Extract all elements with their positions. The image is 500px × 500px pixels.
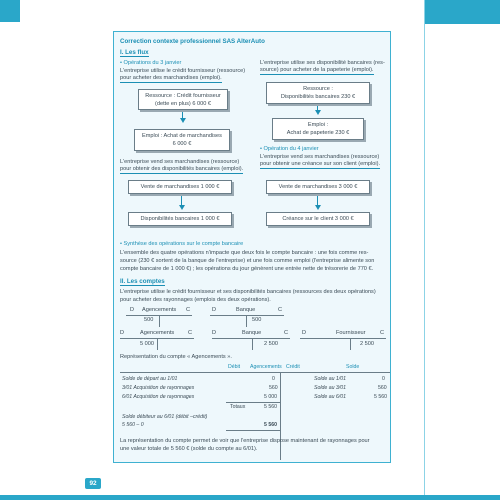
ledger-left-row3-label: 6/01 Acquisition de rayonnages: [122, 394, 195, 400]
ledger-right-row3-label: Solde au 6/01: [314, 394, 347, 400]
t4-vline: [252, 338, 253, 350]
right-box-emploi: [272, 118, 364, 140]
comptes-line2: pour acheter des rayonnages (emplois des deux opérations).: [120, 297, 271, 303]
t1-c: C: [186, 307, 191, 313]
corner-bar-top-left: [0, 0, 20, 22]
t5-name: Fournisseur: [336, 330, 366, 336]
t2-c: C: [278, 307, 283, 313]
t1-debit: 500: [144, 317, 154, 323]
ledger-total-value: 5 560: [264, 404, 277, 410]
left-p1-line2: pour acheter des marchandises (emploi).: [120, 75, 222, 81]
left-p2-line2: pour obtenir des disponibilités bancaires (emploi).: [120, 166, 244, 172]
ledger-final-line: [226, 430, 280, 431]
left-box-resource: [138, 89, 228, 110]
ledger-total-line: [226, 402, 280, 403]
ledger-left-row2-label: 3/01 Acquisition de rayonnages: [122, 385, 195, 391]
page-number: 92: [85, 478, 101, 489]
left-box-emploi: [134, 129, 230, 151]
synthese-line1: L'ensemble des quatre opérations n'impacte que deux fois le compte bancaire : une fois comme res-: [120, 250, 369, 256]
right-box-emploi-line1: Emploi :: [307, 122, 329, 128]
ledger-final-label-2: 5 560 – 0: [122, 422, 144, 428]
arrow-down-icon: [180, 118, 186, 123]
t2-d: D: [212, 307, 217, 313]
ledger-right-row2-label: Solde au 3/01: [314, 385, 347, 391]
ledger-left-row1-label: Solde de départ au 1/01: [122, 376, 178, 382]
t5-d: D: [302, 330, 307, 336]
left-p2-line1: L'entreprise vend ses marchandises (ressource): [120, 159, 240, 165]
right-box-vente: [266, 180, 370, 194]
ledger-right-row2-value: 560: [378, 385, 387, 391]
right-op-label: • Opération du 4 janvier: [260, 146, 319, 152]
right-box-vente-text: Vente de marchandises 3 000 €: [278, 184, 358, 190]
section-flux-heading: I. Les flux: [120, 49, 149, 56]
closing-line2: une valeur totale de 5 560 € (solde du compte au 6/01).: [120, 446, 258, 452]
comptes-line1: L'entreprise utilise le crédit fournisseur et ses disponibilités bancaires (ressources des deux opérations): [120, 289, 376, 295]
left-box-emploi-line1: Emploi : Achat de marchandises: [142, 133, 222, 139]
t2-credit: 500: [252, 317, 262, 323]
t5-c: C: [380, 330, 385, 336]
ledger-total-label: Totaux: [230, 404, 246, 410]
margin-line: [424, 0, 425, 500]
t4-c: C: [284, 330, 289, 336]
ledger-h-debit: Débit: [228, 364, 241, 370]
t3-name: Agencements: [140, 330, 175, 336]
ledger-final-label-1: Solde débiteur au 6/01 (débit –crédit): [122, 414, 208, 420]
t4-hline: [212, 338, 290, 339]
left-p1-line1: L'entreprise utilise le crédit fournisseur (ressource): [120, 68, 246, 74]
arrow-down-icon: [315, 110, 321, 115]
ledger-left-row1-value: 0: [272, 376, 275, 382]
arrow-down-icon: [315, 205, 321, 210]
left-box-resource-line2: (dette en plus) 6 000 €: [155, 100, 211, 107]
t1-vline: [159, 315, 160, 327]
right-box-emploi-line2: Achat de papeterie 230 €: [286, 130, 350, 136]
right-box-resource-line2: Disponibilités bancaires 230 €: [280, 94, 356, 100]
right-p1-line1: L'entreprise utilise ses disponibilité bancaires (res-: [260, 60, 385, 66]
left-box-emploi-line2: 6 000 €: [172, 141, 192, 147]
t5-credit: 2 500: [360, 341, 374, 347]
right-p1-line2: source) pour acheter de la papeterie (emploi).: [260, 67, 374, 73]
repr-label: Représentation du compte « Agencements ».: [120, 354, 232, 360]
ledger-mid-vline: [280, 372, 281, 460]
right-box-creance-text: Créance sur le client 3 000 €: [282, 216, 354, 222]
ledger-left-topline: [120, 372, 310, 373]
synthese-line2: source (230 € sortent de la banque de l'entreprise) et une fois comme emploi (l'entreprise alimente son: [120, 258, 375, 264]
t2-hline: [210, 315, 284, 316]
t3-debit: 5 000: [140, 341, 154, 347]
left-box-disponibilites: [128, 212, 232, 226]
t2-vline: [246, 315, 247, 327]
synthese-label: • Synthèse des opérations sur le compte bancaire: [120, 241, 244, 247]
left-box-resource-line1: Ressource : Crédit fournisseur: [145, 92, 221, 99]
right-box-creance: [266, 212, 370, 226]
bottom-bar: [0, 495, 500, 500]
left-op-label: • Opérations du 3 janvier: [120, 60, 182, 66]
synthese-line3: compte bancaire de 1 000 €) ; les opérations du jour génèrent une entrée nette de trésorerie de 770 €.: [120, 266, 374, 272]
t2-name: Banque: [236, 307, 256, 313]
ledger-right-row3-value: 5 560: [374, 394, 387, 400]
left-box-vente: [128, 180, 232, 194]
ledger-h-agencements: Agencements: [250, 364, 282, 370]
t4-d: D: [212, 330, 217, 336]
correction-frame: [113, 31, 391, 463]
right-p2-line1: L'entreprise vend ses marchandises (ressource): [260, 154, 380, 160]
arrow-down-icon: [179, 205, 185, 210]
closing-line1: La représentation du compte permet de voir que l'entreprise dispose maintenant de rayonnages pour: [120, 438, 370, 444]
t3-d: D: [120, 330, 125, 336]
right-box-resource: [266, 82, 370, 104]
t4-name: Banque: [242, 330, 262, 336]
ledger-right-topline: [310, 372, 390, 373]
t3-vline: [157, 338, 158, 350]
t3-c: C: [188, 330, 193, 336]
ledger-h-credit: Crédit: [286, 364, 300, 370]
left-box-disponibilites-text: Disponibilités bancaires 1 000 €: [140, 216, 220, 222]
ledger-left-row2-value: 560: [269, 385, 278, 391]
ledger-final-value: 5 560: [264, 422, 277, 428]
ledger-right-row1-label: Solde au 1/01: [314, 376, 347, 382]
ledger-right-row1-value: 0: [382, 376, 385, 382]
right-p2-line2: pour obtenir une créance sur son client (emploi).: [260, 161, 381, 167]
right-box-resource-line1: Ressource :: [303, 86, 333, 92]
t1-name: Agencements: [142, 307, 177, 313]
t5-vline: [350, 338, 351, 350]
frame-title: Correction contexte professionnel SAS AlterAuto: [120, 38, 265, 45]
corner-bar-top-right: [424, 0, 500, 24]
section-comptes-heading: II. Les comptes: [120, 278, 165, 285]
ledger-left-row3-value: 5 000: [264, 394, 277, 400]
t4-credit: 2 500: [264, 341, 278, 347]
ledger-h-solde: Solde: [346, 364, 360, 370]
t5-hline: [300, 338, 386, 339]
t1-d: D: [130, 307, 135, 313]
left-box-vente-text: Vente de marchandises 1 000 €: [140, 184, 220, 190]
